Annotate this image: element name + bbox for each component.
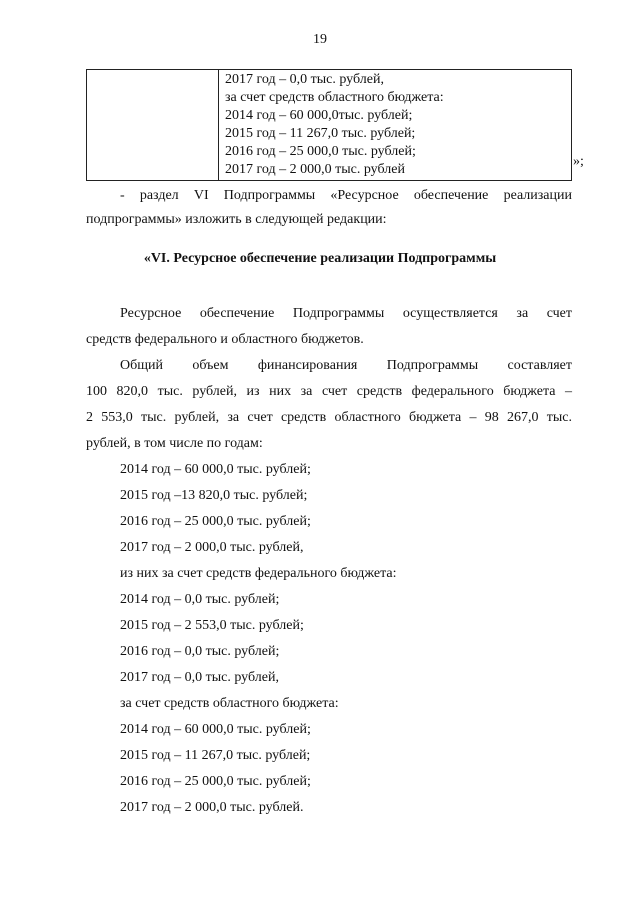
table-cell-funding: [219, 70, 572, 181]
paragraph-1-line-1: Ресурсное обеспечение Подпрограммы осуществляется за счет: [120, 306, 572, 321]
table-line: 2014 год – 60 000,0тыс. рублей;: [225, 108, 413, 123]
list-item: 2014 год – 60 000,0 тыс. рублей;: [120, 462, 311, 477]
list-item: 2014 год – 60 000,0 тыс. рублей;: [120, 722, 311, 737]
table-line: за счет средств областного бюджета:: [225, 90, 444, 105]
list-item: за счет средств областного бюджета:: [120, 696, 339, 711]
list-item: 2015 год –13 820,0 тыс. рублей;: [120, 488, 308, 503]
instruction-line-2: подпрограммы» изложить в следующей редакции:: [86, 212, 387, 227]
list-item: 2017 год – 2 000,0 тыс. рублей.: [120, 800, 304, 815]
budget-table: [86, 69, 572, 181]
paragraph-1-line-2: средств федерального и областного бюджетов.: [86, 332, 364, 347]
table-line: 2016 год – 25 000,0 тыс. рублей;: [225, 144, 416, 159]
list-item: 2016 год – 25 000,0 тыс. рублей;: [120, 774, 311, 789]
closing-quote-mark: »;: [573, 154, 584, 169]
table-cell-empty: [87, 70, 219, 181]
table-line: 2017 год – 2 000,0 тыс. рублей: [225, 162, 405, 177]
table-row: [87, 70, 572, 181]
page-number: 19: [313, 32, 327, 47]
list-item: 2014 год – 0,0 тыс. рублей;: [120, 592, 280, 607]
list-item: 2017 год – 2 000,0 тыс. рублей,: [120, 540, 304, 555]
paragraph-2-line-3: 2 553,0 тыс. рублей, за счет средств областного бюджета – 98 267,0 тыс.: [86, 410, 572, 425]
paragraph-2-line-1: Общий объем финансирования Подпрограммы составляет: [120, 358, 572, 373]
list-item: 2017 год – 0,0 тыс. рублей,: [120, 670, 279, 685]
list-item: 2016 год – 25 000,0 тыс. рублей;: [120, 514, 311, 529]
list-item: 2015 год – 2 553,0 тыс. рублей;: [120, 618, 304, 633]
section-heading: «VI. Ресурсное обеспечение реализации Подпрограммы: [143, 251, 497, 266]
list-item: 2016 год – 0,0 тыс. рублей;: [120, 644, 280, 659]
list-item: 2015 год – 11 267,0 тыс. рублей;: [120, 748, 311, 763]
table-line: 2017 год – 0,0 тыс. рублей,: [225, 72, 384, 87]
paragraph-2-line-4: рублей, в том числе по годам:: [86, 436, 263, 451]
table-line: 2015 год – 11 267,0 тыс. рублей;: [225, 126, 416, 141]
paragraph-2-line-2: 100 820,0 тыс. рублей, из них за счет средств федерального бюджета –: [86, 384, 572, 399]
instruction-line-1: - раздел VI Подпрограммы «Ресурсное обеспечение реализации: [120, 188, 572, 203]
list-item: из них за счет средств федерального бюджета:: [120, 566, 397, 581]
